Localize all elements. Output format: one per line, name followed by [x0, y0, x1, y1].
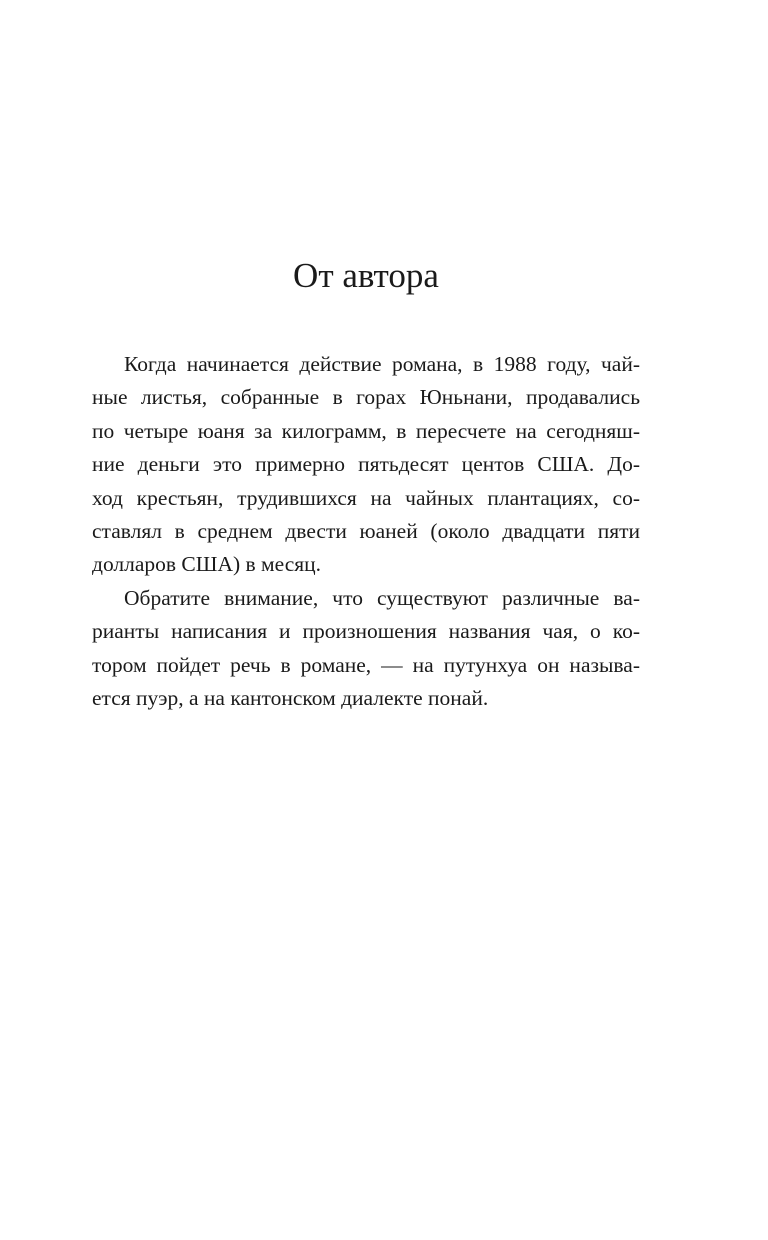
text-line: Когда начинается действие романа, в 1988 году, чай-: [124, 352, 640, 376]
text-line: ход крестьян, трудившихся на чайных плантациях, со-: [92, 485, 640, 510]
text-line: по четыре юаня за килограмм, в пересчете на сегодняш-: [92, 418, 640, 443]
body-text: [92, 348, 640, 715]
text-line: тором пойдет речь в романе, — на путунхуа он называ-: [92, 652, 640, 677]
text-line: ставлял в среднем двести юаней (около двадцати пяти: [92, 518, 640, 543]
text-line: долларов США) в месяц.: [92, 552, 322, 577]
text-line: ется пуэр, а на кантонском диалекте понай.: [92, 685, 489, 710]
text-line: ние деньги это примерно пятьдесят центов США. До-: [92, 452, 640, 477]
page-title: От автора: [293, 256, 439, 295]
text-line: рианты написания и произношения названия чая, о ко-: [92, 619, 640, 644]
paragraph-1: [92, 348, 640, 582]
text-line: ные листья, собранные в горах Юньнани, продавались: [92, 385, 640, 410]
paragraph-2: [92, 582, 640, 716]
text-line: Обратите внимание, что существуют различные ва-: [124, 585, 640, 610]
